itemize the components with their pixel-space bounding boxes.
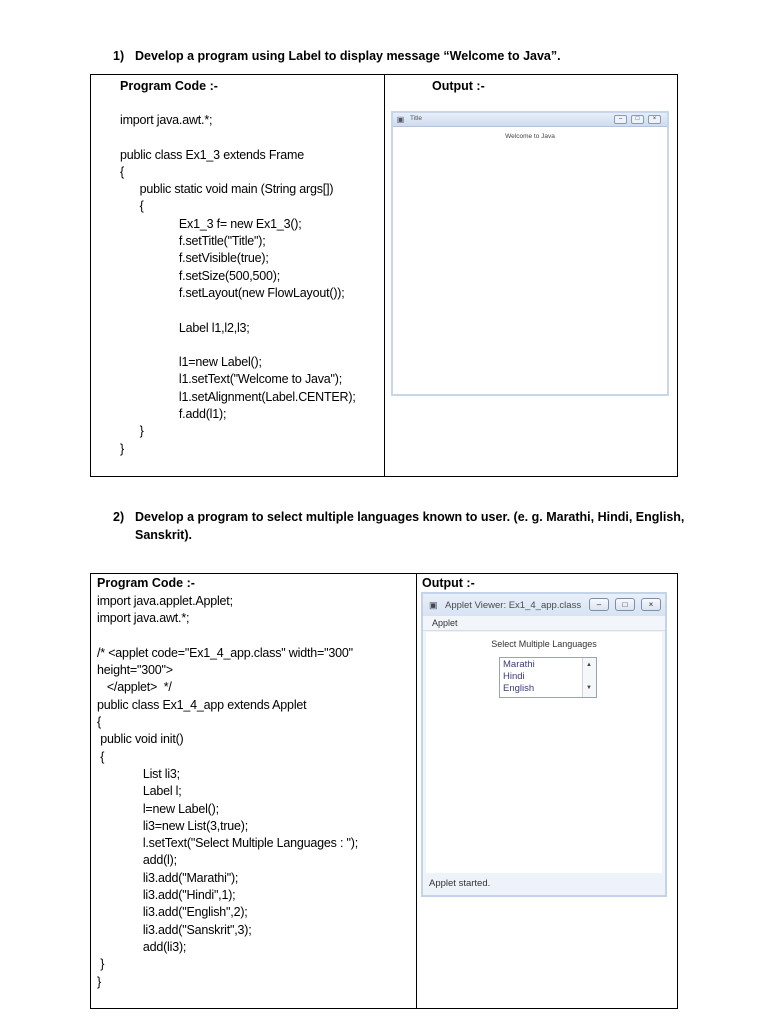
welcome-label: Welcome to Java xyxy=(505,133,555,140)
window-titlebar xyxy=(393,113,667,127)
code-line: f.setLayout(new FlowLayout()); xyxy=(120,285,345,300)
minimize-icon[interactable]: – xyxy=(614,115,627,124)
code-line: Label l; xyxy=(97,784,182,799)
code-line: import java.applet.Applet; xyxy=(97,594,233,608)
code-line: f.setTitle("Title"); xyxy=(120,234,266,249)
applet-menu[interactable]: Applet xyxy=(432,618,458,628)
code-line: } xyxy=(97,957,105,972)
code-line: Label l1,l2,l3; xyxy=(120,320,250,335)
select-languages-label: Select Multiple Languages xyxy=(491,639,597,649)
list-scrollbar[interactable] xyxy=(582,658,596,697)
code-line: height="300"> xyxy=(97,663,173,678)
java-window-icon: ▣ xyxy=(429,600,438,610)
code-line: List li3; xyxy=(97,766,180,781)
code-line: f.setVisible(true); xyxy=(120,251,269,266)
close-icon[interactable]: × xyxy=(641,598,661,611)
question-1-text: Develop a program using Label to display message “Welcome to Java”. xyxy=(135,49,561,63)
code-line: l1.setText("Welcome to Java"); xyxy=(120,372,343,387)
output-header: Output :- xyxy=(432,79,485,93)
code-line: } xyxy=(120,441,124,456)
minimize-icon[interactable]: – xyxy=(589,598,609,611)
scroll-up-arrow-icon[interactable]: ▲ xyxy=(586,662,592,668)
code-line xyxy=(120,337,356,354)
code-line: } xyxy=(97,974,101,989)
program-code-header: Program Code :- xyxy=(120,79,218,93)
code-line: add(li3); xyxy=(97,939,187,954)
code-line: li3.add("Sanskrit",3); xyxy=(97,922,252,937)
code-line: Ex1_3 f= new Ex1_3(); xyxy=(120,216,302,231)
question-1 xyxy=(113,47,713,67)
status-text: Applet started. xyxy=(429,878,491,889)
code-line: l1.setAlignment(Label.CENTER); xyxy=(120,389,356,404)
code-line: /* <applet code="Ex1_4_app.class" width="300" xyxy=(97,645,353,660)
program-code-2 xyxy=(97,593,358,991)
window-title: Applet Viewer: Ex1_4_app.class xyxy=(445,600,582,611)
code-line: </applet> */ xyxy=(97,680,172,695)
applet-menubar xyxy=(423,616,665,631)
code-line: l=new Label(); xyxy=(97,801,219,816)
window-title: Title xyxy=(410,115,423,122)
status-bar xyxy=(423,873,665,895)
code-line: f.setSize(500,500); xyxy=(120,268,281,283)
code-line: f.add(l1); xyxy=(120,407,227,422)
window-content xyxy=(393,127,667,394)
code-line: } xyxy=(120,424,144,439)
table-divider xyxy=(384,75,385,476)
maximize-icon[interactable]: □ xyxy=(615,598,635,611)
java-window-icon: ▣ xyxy=(396,115,405,124)
scroll-down-arrow-icon[interactable]: ▼ xyxy=(586,685,592,691)
maximize-icon[interactable]: □ xyxy=(631,115,644,124)
code-line: { xyxy=(120,199,144,214)
code-line xyxy=(97,628,358,645)
code-line xyxy=(120,129,356,146)
code-line: add(l); xyxy=(97,853,177,868)
code-line: li3.add("Hindi",1); xyxy=(97,888,236,903)
list-item[interactable]: Marathi xyxy=(503,659,535,670)
languages-list[interactable] xyxy=(499,657,597,698)
applet-area xyxy=(426,632,662,873)
code-line: { xyxy=(120,164,124,179)
window-titlebar xyxy=(423,594,665,616)
code-line: li3.add("English",2); xyxy=(97,905,248,920)
table-divider xyxy=(416,574,417,1008)
code-line: l1=new Label(); xyxy=(120,355,262,370)
code-line: l.setText("Select Multiple Languages : "); xyxy=(97,836,358,851)
list-item[interactable]: Hindi xyxy=(503,671,525,682)
code-line xyxy=(120,302,356,319)
close-icon[interactable]: × xyxy=(648,115,661,124)
question-2-number: 2) xyxy=(113,510,125,524)
applet-viewer-window xyxy=(421,592,667,897)
code-line: public static void main (String args[]) xyxy=(120,182,334,197)
code-line: import java.awt.*; xyxy=(97,611,190,626)
code-line: public class Ex1_4_app extends Applet xyxy=(97,697,307,712)
question-2-text-line-1: Develop a program to select multiple languages known to user. (e. g. Marathi, Hindi, English, xyxy=(135,510,685,524)
question-1-number: 1) xyxy=(113,49,125,63)
code-line: { xyxy=(97,715,101,730)
question-2-text-line-2: Sanskrit). xyxy=(135,528,192,542)
question-2 xyxy=(113,508,693,548)
code-line: { xyxy=(97,749,105,764)
program-code-1 xyxy=(120,112,356,458)
code-line: public class Ex1_3 extends Frame xyxy=(120,147,304,162)
code-line: import java.awt.*; xyxy=(120,113,213,127)
program-code-header: Program Code :- xyxy=(97,576,195,590)
list-item[interactable]: English xyxy=(503,683,535,694)
frame-window-output xyxy=(391,111,669,396)
code-line: li3=new List(3,true); xyxy=(97,818,249,833)
code-line: li3.add("Marathi"); xyxy=(97,870,239,885)
output-header: Output :- xyxy=(422,576,475,590)
code-line: public void init() xyxy=(97,732,184,747)
